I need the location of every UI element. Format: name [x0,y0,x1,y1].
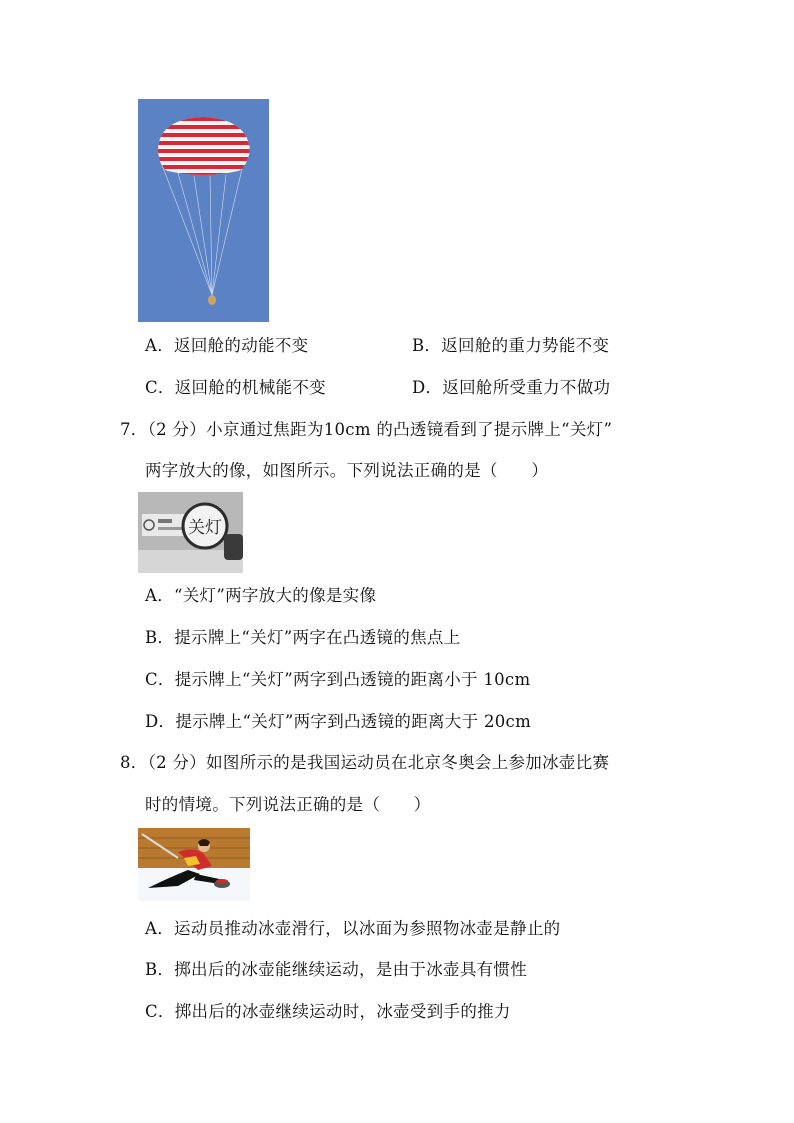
q7-option-a: A．“关灯”两字放大的像是实像 [145,586,377,605]
q8-option-b: B．掷出后的冰壶能继续运动，是由于冰壶具有惯性 [145,960,528,979]
q7-option-b: B．提示牌上“关灯”两字在凸透镜的焦点上 [145,628,461,647]
q7-option-c: C．提示牌上“关灯”两字到凸透镜的距离小于 10cm [145,670,531,689]
curling-illustration [138,828,250,901]
q8-option-a: A．运动员推动冰壶滑行，以冰面为参照物冰壶是静止的 [145,919,561,938]
q8-stem-line1: 8．（2 分）如图所示的是我国运动员在北京冬奥会上参加冰壶比赛 [120,753,610,772]
q6-option-c: C．返回舱的机械能不变 [145,378,326,397]
q6-option-b: B．返回舱的重力势能不变 [412,336,610,355]
q6-option-a: A．返回舱的动能不变 [145,336,309,355]
magnifier-sign-text: 关灯 [188,518,222,538]
q8-stem-line2: 时的情境。下列说法正确的是（ ） [145,795,431,814]
parachute-image [138,99,269,322]
q7-stem-line2: 两字放大的像，如图所示。下列说法正确的是（ ） [145,461,549,480]
magnifier-illustration [138,492,243,573]
q6-option-d: D．返回舱所受重力不做功 [412,378,611,397]
q7-option-d: D．提示牌上“关灯”两字到凸透镜的距离大于 20cm [145,712,532,731]
curling-athlete-image [138,828,250,901]
parachute-illustration [138,99,269,322]
q8-option-c: C．掷出后的冰壶继续运动时，冰壶受到手的推力 [145,1002,511,1021]
q7-stem-line1: 7．（2 分）小京通过焦距为10cm 的凸透镜看到了提示牌上“关灯” [120,420,613,439]
magnifier-sign-image [138,492,243,573]
